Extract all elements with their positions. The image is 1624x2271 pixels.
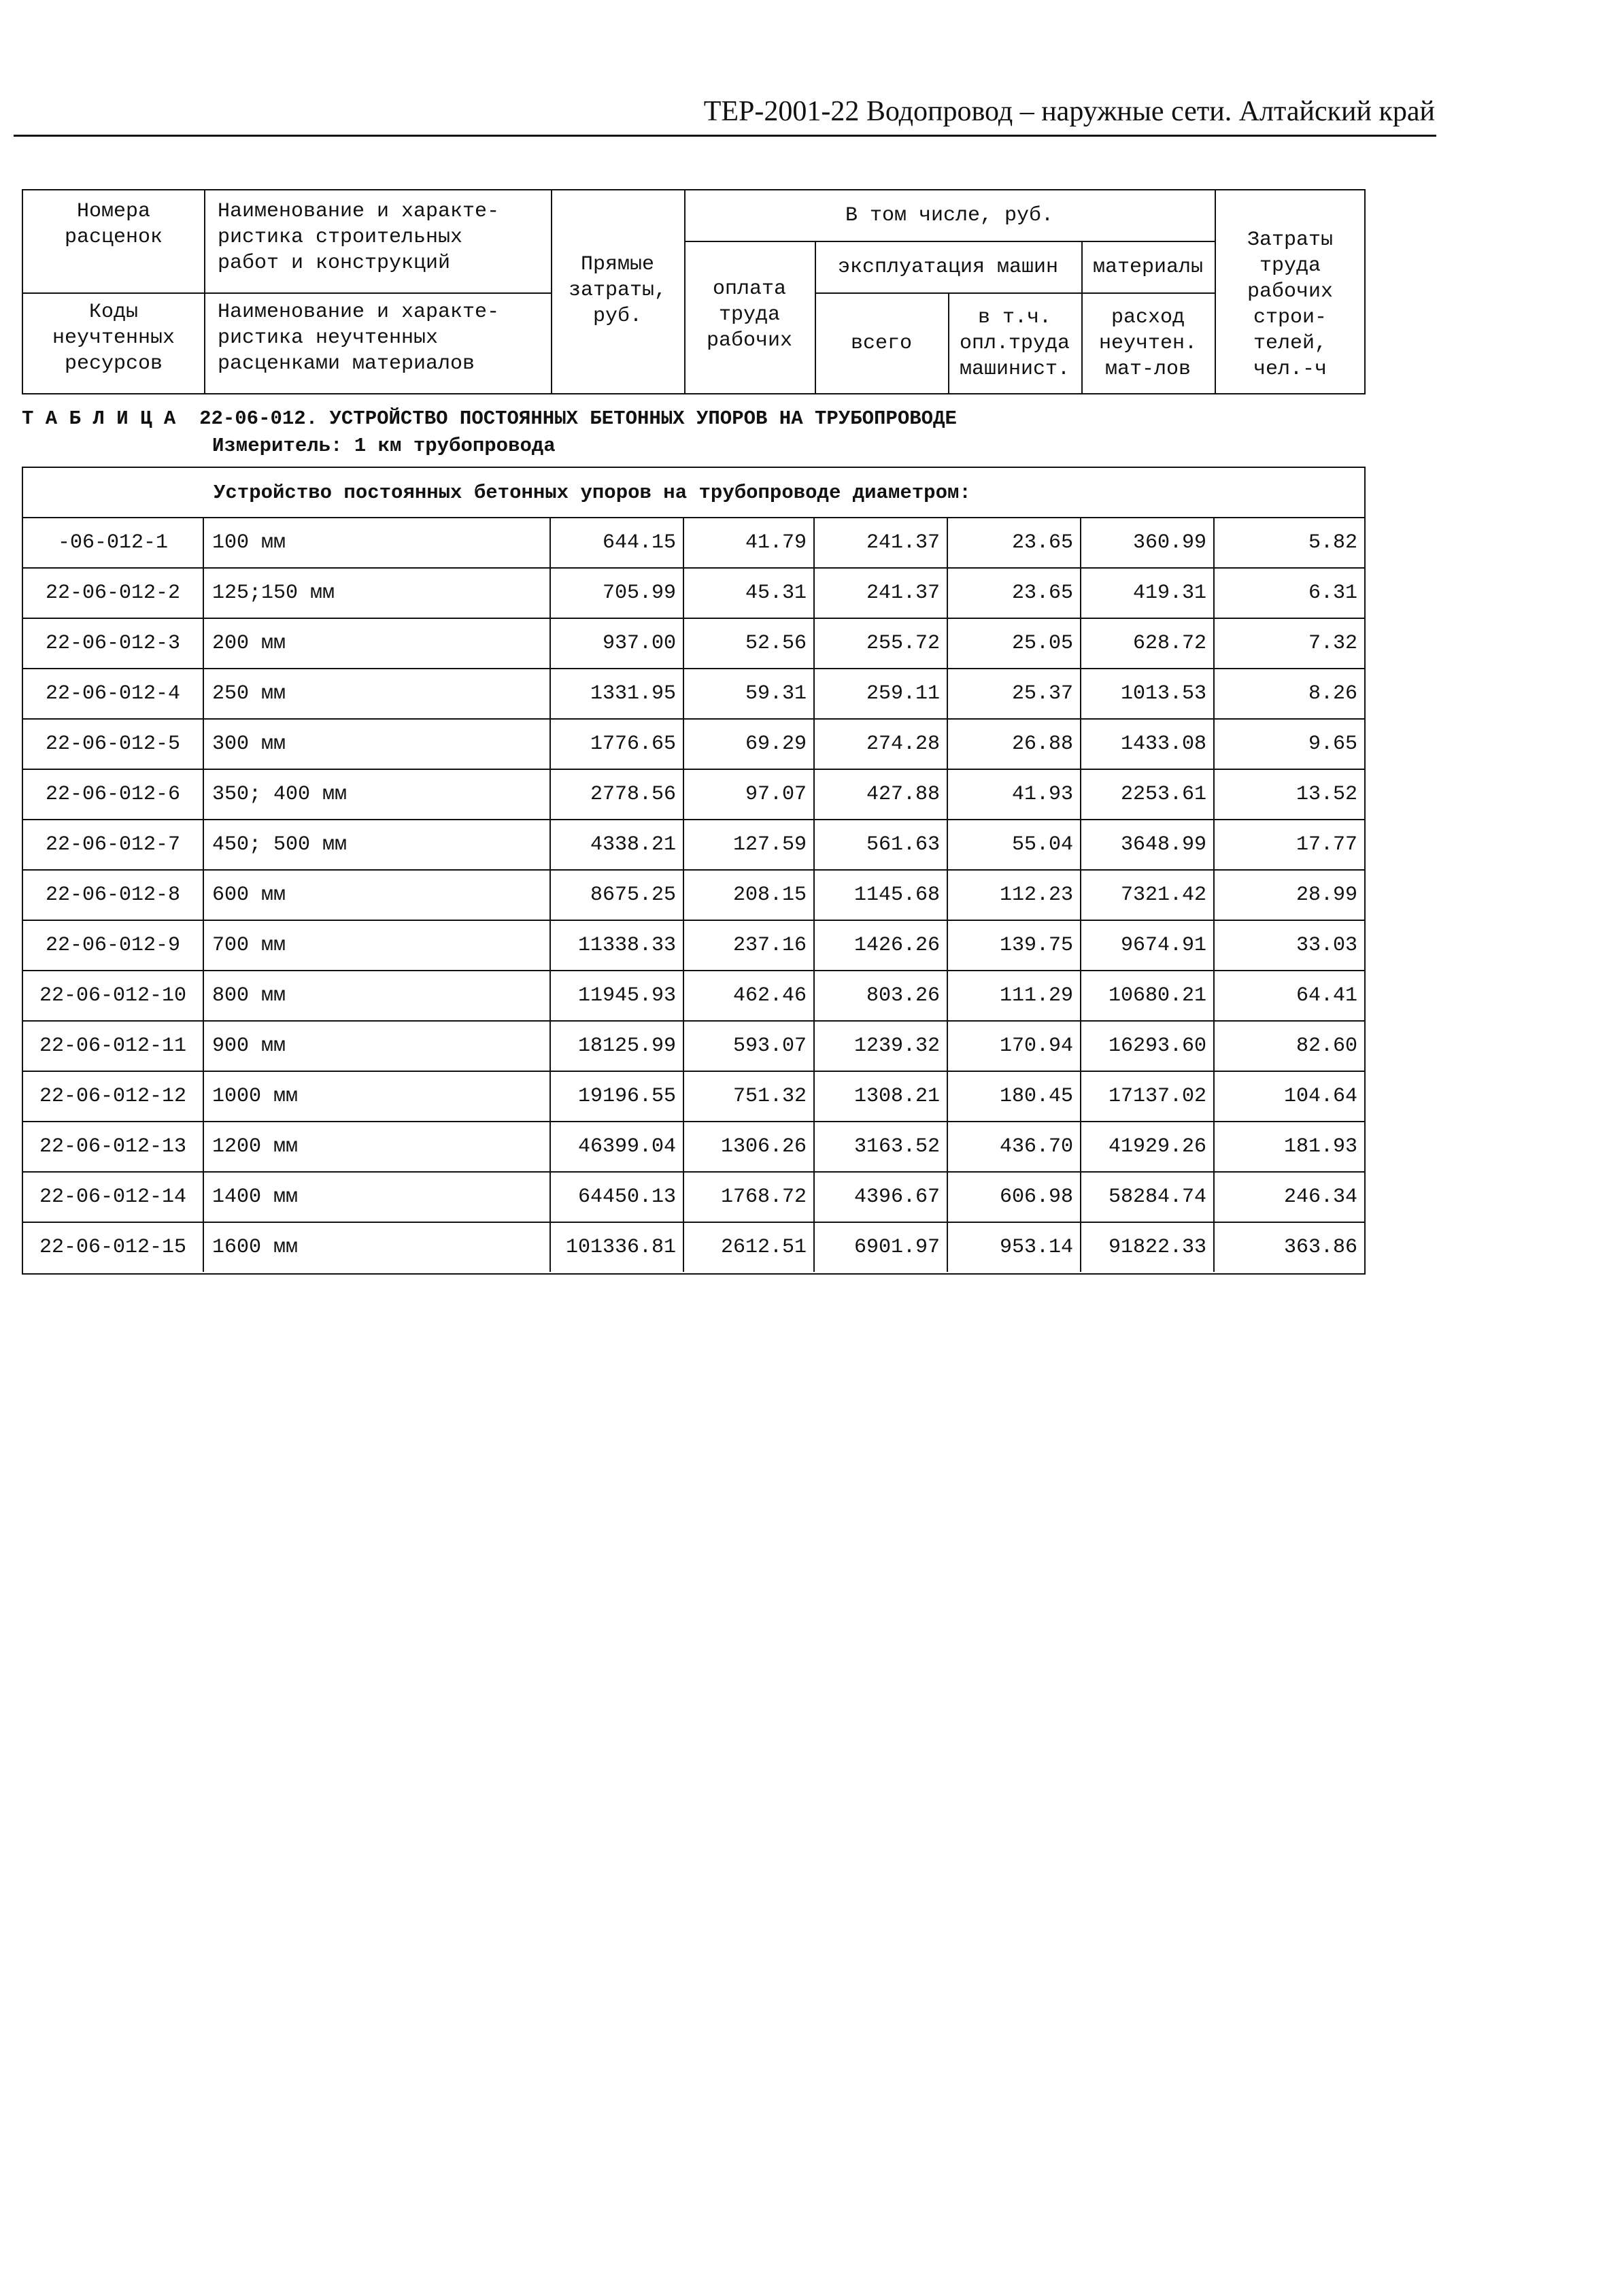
cell-labor-pay: 2612.51 <box>684 1223 815 1272</box>
table-row <box>23 820 1364 871</box>
cell-materials: 7321.42 <box>1081 871 1215 920</box>
cell-machines-operator: 55.04 <box>948 820 1081 869</box>
cell-machines-total: 1145.68 <box>815 871 948 920</box>
cell-direct-costs: 46399.04 <box>551 1122 684 1171</box>
cell-materials: 17137.02 <box>1081 1072 1215 1121</box>
cell-direct-costs: 2778.56 <box>551 770 684 819</box>
cell-direct-costs: 18125.99 <box>551 1022 684 1071</box>
cell-machines-operator: 23.65 <box>948 518 1081 567</box>
cell-machines-operator: 26.88 <box>948 720 1081 769</box>
column-header-grid <box>22 189 1366 394</box>
cell-materials: 58284.74 <box>1081 1173 1215 1222</box>
cell-machines-operator: 111.29 <box>948 971 1081 1020</box>
cell-work-name: 125;150 мм <box>204 569 551 618</box>
cell-materials: 1013.53 <box>1081 669 1215 718</box>
cell-machines-operator: 139.75 <box>948 921 1081 970</box>
cell-work-name: 1200 мм <box>204 1122 551 1171</box>
cell-labor-pay: 59.31 <box>684 669 815 718</box>
cell-rate-code: 22-06-012-7 <box>23 820 204 869</box>
cell-materials: 3648.99 <box>1081 820 1215 869</box>
cell-labor-hours: 9.65 <box>1308 733 1357 756</box>
cell-materials: 41929.26 <box>1081 1122 1215 1171</box>
cell-rate-code: 22-06-012-15 <box>23 1223 204 1272</box>
cell-work-name: 300 мм <box>204 720 551 769</box>
cell-labor-hours: 6.31 <box>1308 582 1357 605</box>
col-resource-codes: Коды неучтенных ресурсов <box>52 301 175 375</box>
header-divider <box>23 292 551 294</box>
table-row <box>23 619 1364 669</box>
cell-direct-costs: 11945.93 <box>551 971 684 1020</box>
cell-work-name: 1000 мм <box>204 1072 551 1121</box>
table-caption <box>22 405 957 460</box>
col-including: В том числе, руб. <box>845 204 1054 227</box>
cell-machines-total: 427.88 <box>815 770 948 819</box>
table-row <box>23 1022 1364 1072</box>
table-unit: Измеритель: 1 км трубопровода <box>212 435 556 457</box>
cell-materials: 10680.21 <box>1081 971 1215 1020</box>
table-row <box>23 871 1364 921</box>
cell-labor-hours: 13.52 <box>1296 783 1357 806</box>
cell-labor-pay: 52.56 <box>684 619 815 668</box>
cell-work-name: 1600 мм <box>204 1223 551 1272</box>
rates-table <box>22 467 1366 1275</box>
cell-rate-code: 22-06-012-3 <box>23 619 204 668</box>
col-labor-pay: оплата труда рабочих <box>706 277 793 352</box>
header-rule <box>14 135 1436 137</box>
col-rate-numbers: Номера расценок <box>64 200 163 249</box>
cell-machines-operator: 606.98 <box>948 1173 1081 1222</box>
cell-direct-costs: 4338.21 <box>551 820 684 869</box>
col-machines-operator: в т.ч. опл.труда машинист. <box>959 306 1070 381</box>
cell-machines-total: 241.37 <box>815 518 948 567</box>
cell-work-name: 600 мм <box>204 871 551 920</box>
cell-direct-costs: 19196.55 <box>551 1072 684 1121</box>
cell-labor-pay: 127.59 <box>684 820 815 869</box>
cell-labor-hours: 28.99 <box>1296 884 1357 907</box>
cell-work-name: 900 мм <box>204 1022 551 1071</box>
cell-machines-operator: 436.70 <box>948 1122 1081 1171</box>
section-heading: Устройство постоянных бетонных упоров на трубопроводе диаметром: <box>23 468 1364 518</box>
cell-materials: 9674.91 <box>1081 921 1215 970</box>
col-work-name: Наименование и характе- ристика строительных работ и конструкций <box>218 200 500 275</box>
cell-rate-code: 22-06-012-13 <box>23 1122 204 1171</box>
col-resource-name: Наименование и характе- ристика неучтенных расценками материалов <box>218 301 500 375</box>
cell-rate-code: 22-06-012-11 <box>23 1022 204 1071</box>
header-divider <box>815 292 1215 294</box>
cell-labor-pay: 208.15 <box>684 871 815 920</box>
cell-labor-hours: 363.86 <box>1283 1236 1357 1259</box>
cell-labor-hours: 64.41 <box>1296 984 1357 1007</box>
col-machines-total: всего <box>850 332 912 355</box>
table-row <box>23 1223 1364 1273</box>
cell-machines-total: 3163.52 <box>815 1122 948 1171</box>
cell-machines-total: 274.28 <box>815 720 948 769</box>
cell-machines-total: 561.63 <box>815 820 948 869</box>
cell-machines-total: 4396.67 <box>815 1173 948 1222</box>
table-row <box>23 518 1364 569</box>
cell-machines-total: 241.37 <box>815 569 948 618</box>
cell-machines-operator: 41.93 <box>948 770 1081 819</box>
table-row <box>23 770 1364 820</box>
cell-machines-total: 1426.26 <box>815 921 948 970</box>
cell-machines-total: 6901.97 <box>815 1223 948 1272</box>
cell-labor-hours: 33.03 <box>1296 934 1357 957</box>
cell-labor-hours: 246.34 <box>1283 1185 1357 1209</box>
cell-labor-hours: 82.60 <box>1296 1034 1357 1058</box>
table-title: 22-06-012. УСТРОЙСТВО ПОСТОЯННЫХ БЕТОННЫХ УПОРОВ НА ТРУБОПРОВОДЕ <box>199 407 957 430</box>
cell-rate-code: 22-06-012-9 <box>23 921 204 970</box>
cell-direct-costs: 644.15 <box>551 518 684 567</box>
cell-work-name: 450; 500 мм <box>204 820 551 869</box>
col-materials: материалы <box>1092 256 1204 279</box>
table-row <box>23 1072 1364 1122</box>
table-row <box>23 1122 1364 1173</box>
cell-labor-hours: 181.93 <box>1283 1135 1357 1158</box>
cell-work-name: 200 мм <box>204 619 551 668</box>
cell-machines-total: 1308.21 <box>815 1072 948 1121</box>
cell-direct-costs: 8675.25 <box>551 871 684 920</box>
cell-direct-costs: 1776.65 <box>551 720 684 769</box>
cell-labor-pay: 462.46 <box>684 971 815 1020</box>
table-label: Т А Б Л И Ц А <box>22 407 176 430</box>
cell-materials: 2253.61 <box>1081 770 1215 819</box>
col-materials-unaccounted: расход неучтен. мат-лов <box>1098 306 1198 381</box>
cell-rate-code: 22-06-012-2 <box>23 569 204 618</box>
cell-labor-pay: 41.79 <box>684 518 815 567</box>
cell-labor-pay: 69.29 <box>684 720 815 769</box>
cell-materials: 360.99 <box>1081 518 1215 567</box>
cell-materials: 628.72 <box>1081 619 1215 668</box>
cell-machines-total: 803.26 <box>815 971 948 1020</box>
cell-labor-pay: 45.31 <box>684 569 815 618</box>
cell-rate-code: 22-06-012-8 <box>23 871 204 920</box>
running-head: ТЕР-2001-22 Водопровод – наружные сети. Алтайский край <box>703 96 1435 127</box>
cell-rate-code: 22-06-012-4 <box>23 669 204 718</box>
header-divider <box>684 241 1215 242</box>
table-row <box>23 1173 1364 1223</box>
cell-rate-code: 22-06-012-10 <box>23 971 204 1020</box>
cell-work-name: 800 мм <box>204 971 551 1020</box>
cell-machines-operator: 180.45 <box>948 1072 1081 1121</box>
cell-machines-operator: 25.05 <box>948 619 1081 668</box>
cell-rate-code: 22-06-012-6 <box>23 770 204 819</box>
cell-rate-code: -06-012-1 <box>23 518 204 567</box>
cell-direct-costs: 1331.95 <box>551 669 684 718</box>
cell-labor-pay: 593.07 <box>684 1022 815 1071</box>
table-row <box>23 569 1364 619</box>
cell-direct-costs: 937.00 <box>551 619 684 668</box>
col-labor-hours: Затраты труда рабочих строи- телей, чел.-ч <box>1247 229 1334 381</box>
cell-work-name: 350; 400 мм <box>204 770 551 819</box>
cell-direct-costs: 64450.13 <box>551 1173 684 1222</box>
cell-work-name: 250 мм <box>204 669 551 718</box>
cell-machines-operator: 170.94 <box>948 1022 1081 1071</box>
cell-materials: 16293.60 <box>1081 1022 1215 1071</box>
cell-work-name: 1400 мм <box>204 1173 551 1222</box>
cell-labor-hours: 7.32 <box>1308 632 1357 655</box>
cell-materials: 419.31 <box>1081 569 1215 618</box>
cell-machines-total: 255.72 <box>815 619 948 668</box>
col-machines: эксплуатация машин <box>837 256 1059 279</box>
cell-direct-costs: 11338.33 <box>551 921 684 970</box>
table-row <box>23 921 1364 971</box>
cell-materials: 91822.33 <box>1081 1223 1215 1272</box>
cell-labor-hours: 17.77 <box>1296 833 1357 856</box>
table-row <box>23 971 1364 1022</box>
cell-direct-costs: 705.99 <box>551 569 684 618</box>
cell-labor-hours: 104.64 <box>1283 1085 1357 1108</box>
cell-labor-pay: 237.16 <box>684 921 815 970</box>
cell-machines-operator: 953.14 <box>948 1223 1081 1272</box>
cell-labor-pay: 1768.72 <box>684 1173 815 1222</box>
table-row <box>23 720 1364 770</box>
cell-machines-operator: 112.23 <box>948 871 1081 920</box>
cell-labor-pay: 1306.26 <box>684 1122 815 1171</box>
cell-direct-costs: 101336.81 <box>551 1223 684 1272</box>
cell-work-name: 700 мм <box>204 921 551 970</box>
cell-labor-hours: 5.82 <box>1308 531 1357 554</box>
cell-labor-hours: 8.26 <box>1308 682 1357 705</box>
cell-machines-total: 259.11 <box>815 669 948 718</box>
cell-machines-operator: 23.65 <box>948 569 1081 618</box>
cell-machines-operator: 25.37 <box>948 669 1081 718</box>
cell-rate-code: 22-06-012-14 <box>23 1173 204 1222</box>
cell-machines-total: 1239.32 <box>815 1022 948 1071</box>
cell-labor-pay: 751.32 <box>684 1072 815 1121</box>
cell-rate-code: 22-06-012-12 <box>23 1072 204 1121</box>
cell-work-name: 100 мм <box>204 518 551 567</box>
table-row <box>23 669 1364 720</box>
cell-rate-code: 22-06-012-5 <box>23 720 204 769</box>
cell-materials: 1433.08 <box>1081 720 1215 769</box>
cell-labor-pay: 97.07 <box>684 770 815 819</box>
col-direct-costs: Прямые затраты, руб. <box>568 253 667 328</box>
